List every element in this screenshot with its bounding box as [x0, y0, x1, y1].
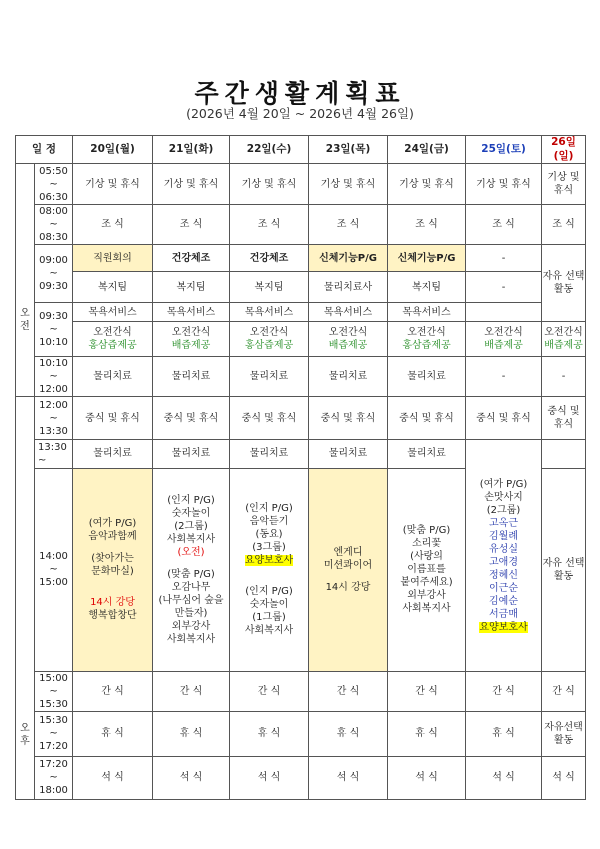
cell: 석 식 — [230, 756, 309, 799]
cell: 물리치료 — [153, 356, 230, 396]
cell: 조 식 — [230, 204, 309, 244]
cell: 중식 및 휴식 — [73, 397, 153, 440]
cell: 휴 식 — [230, 712, 309, 756]
table-row — [16, 440, 586, 468]
cell: 기상 및 휴식 — [73, 164, 153, 204]
table-row — [16, 204, 586, 244]
cell: 복지팀 — [388, 272, 466, 303]
cell-monday-program: (여가 P/G) 음악과함께 (찾아가는 문화마실) 14시 강당 행복합창단 — [73, 468, 153, 671]
cell: 석 식 — [542, 756, 586, 799]
cell — [542, 440, 586, 468]
cell: 오전간식 배즙제공 — [542, 321, 586, 356]
time-cell: 12:00 ~ 13:30 — [35, 397, 73, 440]
cell: 물리치료 — [309, 356, 388, 396]
table-row — [16, 672, 586, 712]
day-header: 20일(월) — [73, 136, 153, 164]
cell: 휴 식 — [309, 712, 388, 756]
cell-free-activity: 자유 선택 활동 — [542, 245, 586, 322]
cell: - — [466, 245, 542, 272]
schedule-header: 일 정 — [16, 136, 73, 164]
day-header-sunday: 26일(일) — [542, 136, 586, 164]
cell: 복지팀 — [230, 272, 309, 303]
cell: 조 식 — [309, 204, 388, 244]
cell: 휴 식 — [73, 712, 153, 756]
table-row — [16, 712, 586, 756]
cell: 휴 식 — [466, 712, 542, 756]
cell: 조 식 — [153, 204, 230, 244]
cell: 중식 및 휴식 — [230, 397, 309, 440]
cell: 석 식 — [73, 756, 153, 799]
time-cell: 10:10 ~ 12:00 — [35, 356, 73, 396]
cell: 간 식 — [309, 672, 388, 712]
cell: 직원회의 — [73, 245, 153, 272]
cell: 목욕서비스 — [153, 303, 230, 321]
cell: 물리치료사 — [309, 272, 388, 303]
am-label: 오 전 — [16, 245, 35, 397]
cell: 오전간식 홍삼즙제공 — [73, 321, 153, 356]
table-row — [16, 272, 586, 303]
cell: 중식 및 휴식 — [153, 397, 230, 440]
schedule-table — [15, 135, 586, 800]
time-cell: 05:50 ~ 06:30 — [35, 164, 73, 204]
ampm-cell — [16, 164, 35, 204]
cell: 석 식 — [309, 756, 388, 799]
day-header: 23일(목) — [309, 136, 388, 164]
cell: 물리치료 — [73, 440, 153, 468]
cell: 중식 및 휴식 — [542, 397, 586, 440]
table-row — [16, 321, 586, 356]
cell: 석 식 — [153, 756, 230, 799]
time-cell: 14:00 ~ 15:00 — [35, 468, 73, 671]
cell: 건강체조 — [230, 245, 309, 272]
cell: 물리치료 — [388, 440, 466, 468]
cell: 기상 및 휴식 — [466, 164, 542, 204]
ampm-cell — [16, 204, 35, 244]
cell: 기상 및 휴식 — [388, 164, 466, 204]
table-row — [16, 756, 586, 799]
cell-thursday-program: 엔게디 미션콰이어 14시 강당 — [309, 468, 388, 671]
table-row — [16, 303, 586, 321]
table-row — [16, 356, 586, 396]
cell: 오전간식 배즙제공 — [309, 321, 388, 356]
cell-saturday-program: (여가 P/G) 손맛사지 (2그룹) 고옥근 김월례 유성실 고애경 정혜신 이근순 김예순 서금매 요양보호사 — [466, 440, 542, 672]
cell: 조 식 — [388, 204, 466, 244]
cell: 복지팀 — [73, 272, 153, 303]
cell: 신체기능P/G — [309, 245, 388, 272]
cell: 복지팀 — [153, 272, 230, 303]
cell-tuesday-program: (인지 P/G) 숫자놀이 (2그룹) 사회복지사 (오전) (맞춤 P/G) 오감나무 (나무심어 숲을 만들자) 외부강사 사회복지사 — [153, 468, 230, 671]
cell: 물리치료 — [388, 356, 466, 396]
cell: 간 식 — [466, 672, 542, 712]
time-cell: 09:30 ~ 10:10 — [35, 303, 73, 356]
cell: 간 식 — [73, 672, 153, 712]
cell: 물리치료 — [73, 356, 153, 396]
cell: 오전간식 홍삼즙제공 — [388, 321, 466, 356]
time-cell: 15:00 ~ 15:30 — [35, 672, 73, 712]
cell: 오전간식 배즙제공 — [466, 321, 542, 356]
cell: 중식 및 휴식 — [388, 397, 466, 440]
cell: 신체기능P/G — [388, 245, 466, 272]
cell: 물리치료 — [153, 440, 230, 468]
cell-friday-program: (맞춤 P/G) 소리꽃 (사랑의 이름표를 붙여주세요) 외부강사 사회복지사 — [388, 468, 466, 671]
cell: 휴 식 — [153, 712, 230, 756]
cell: 중식 및 휴식 — [466, 397, 542, 440]
cell: 조 식 — [73, 204, 153, 244]
time-cell: 08:00 ~ 08:30 — [35, 204, 73, 244]
cell: 기상 및 휴식 — [153, 164, 230, 204]
cell: - — [466, 272, 542, 303]
cell: 목욕서비스 — [73, 303, 153, 321]
cell: 석 식 — [388, 756, 466, 799]
day-header-saturday: 25일(토) — [466, 136, 542, 164]
table-row — [16, 164, 586, 204]
cell: 기상 및 휴식 — [542, 164, 586, 204]
table-row — [16, 245, 586, 272]
pm-label: 오 후 — [16, 672, 35, 800]
cell: 물리치료 — [230, 356, 309, 396]
cell: 조 식 — [542, 204, 586, 244]
cell: 석 식 — [466, 756, 542, 799]
cell: - — [466, 356, 542, 396]
cell: 물리치료 — [230, 440, 309, 468]
header-row — [16, 136, 586, 164]
cell — [466, 303, 542, 321]
time-cell: 13:30 ~ — [35, 440, 73, 468]
cell: 기상 및 휴식 — [230, 164, 309, 204]
table-row — [16, 397, 586, 440]
page-title: 주간생활계획표 — [194, 79, 406, 108]
cell: 오전간식 홍삼즙제공 — [230, 321, 309, 356]
cell: 휴 식 — [388, 712, 466, 756]
cell-sunday-program: 자유 선택 활동 — [542, 468, 586, 671]
cell: 목욕서비스 — [388, 303, 466, 321]
cell: 조 식 — [466, 204, 542, 244]
cell: 목욕서비스 — [309, 303, 388, 321]
cell: 간 식 — [542, 672, 586, 712]
cell: 오전간식 배즙제공 — [153, 321, 230, 356]
cell: 목욕서비스 — [230, 303, 309, 321]
cell: - — [542, 356, 586, 396]
cell: 기상 및 휴식 — [309, 164, 388, 204]
cell-wednesday-program: (인지 P/G) 음악듣기 (동요) (3그룹) 요양보호사 (인지 P/G) 숫자놀이 (1그룹) 사회복지사 — [230, 468, 309, 671]
cell: 간 식 — [153, 672, 230, 712]
day-header: 24일(금) — [388, 136, 466, 164]
time-cell: 17:20 ~ 18:00 — [35, 756, 73, 799]
ampm-cell — [16, 397, 35, 672]
day-header: 22일(수) — [230, 136, 309, 164]
time-cell: 09:00 ~ 09:30 — [35, 245, 73, 303]
cell: 자유선택 활동 — [542, 712, 586, 756]
cell: 간 식 — [388, 672, 466, 712]
day-header: 21일(화) — [153, 136, 230, 164]
cell: 중식 및 휴식 — [309, 397, 388, 440]
time-cell: 15:30 ~ 17:20 — [35, 712, 73, 756]
cell: 건강체조 — [153, 245, 230, 272]
cell: 물리치료 — [309, 440, 388, 468]
cell: 간 식 — [230, 672, 309, 712]
date-range: (2026년 4월 20일 ~ 2026년 4월 26일) — [186, 106, 414, 121]
